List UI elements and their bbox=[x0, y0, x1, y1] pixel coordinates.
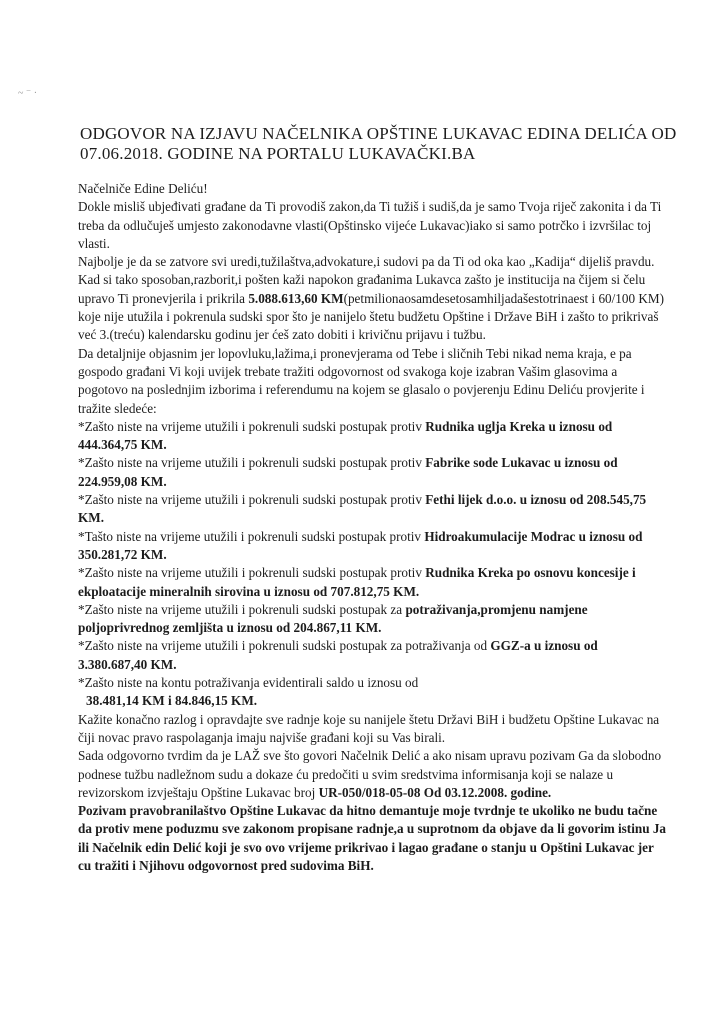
text-run: *Tašto niste na vrijeme utužili i pokrenuli sudski postupak protiv bbox=[78, 528, 425, 544]
text-run: *Zašto niste na vrijeme utužili i pokrenuli sudski postupak protiv bbox=[78, 492, 426, 508]
document-title: ODGOVOR NA IZJAVU NAČELNIKA OPŠTINE LUKAVAC EDINA DELIĆA OD 07.06.2018. GODINE NA PORTALU LUKAVAČKI.BA bbox=[80, 124, 677, 163]
question-item bbox=[78, 601, 668, 638]
bold-amount: Fabrike sode Lukavac u iznosu od 224.959,08 KM. bbox=[78, 455, 618, 489]
scan-artifact: ~ ⁻ · bbox=[18, 88, 38, 99]
question-item bbox=[78, 674, 668, 711]
bold-reference: UR-050/018-05-08 Od 03.12.2008. godine. bbox=[318, 784, 552, 800]
bold-amount: Fethi lijek d.o.o. u iznosu od 208.545,75 KM. bbox=[78, 492, 647, 526]
question-item bbox=[78, 454, 668, 491]
paragraph bbox=[78, 271, 668, 344]
bold-amount: Rudnika uglja Kreka u iznosu od 444.364,75 KM. bbox=[78, 418, 613, 453]
paragraph: Najbolje je da se zatvore svi uredi,tužilaštva,advokature,i sudovi pa da Ti od oka kao „Kadija“ dijeliš pravdu. bbox=[78, 254, 655, 270]
text-run: (petmilionaosamdesetosamhiljadašestotrinaest i 60/100 KM) koje nije utužila i pokrenula sudski spor što je nanijelo štetu budžetu Opštine i Države BiH i zašto to prikrivaš već 3.(treću) kalendarsku godinu jer ćeš zato dobiti i krivičnu prijavu i tužbu. bbox=[78, 290, 665, 343]
question-item bbox=[78, 637, 668, 674]
bold-amount: Rudnika Kreka po osnovu koncesije i ekploatacije mineralnih sirovina u iznosu od 707.812,75 KM. bbox=[78, 565, 636, 599]
text-run: *Zašto niste na vrijeme utužili i pokrenuli sudski postupak za bbox=[78, 601, 406, 617]
bold-amount: 5.088.613,60 KM bbox=[248, 290, 344, 306]
question-item bbox=[78, 418, 668, 455]
text-run: *Zašto niste na vrijeme utužili i pokrenuli sudski postupak za potraživanja od bbox=[78, 638, 491, 654]
bold-amount: Hidroakumulacije Modrac u iznosu od 350.281,72 KM. bbox=[78, 528, 643, 562]
bold-amount: GGZ-a u iznosu od 3.380.687,40 KM. bbox=[78, 638, 598, 672]
paragraph: Kažite konačno razlog i opravdajte sve radnje koje su nanijele štetu Državi BiH i budžetu Opštine Lukavac na čiji novac pravo raspolaganja imaju najviše građani koji su Vas birali. bbox=[78, 711, 660, 745]
paragraph: Da detaljnije objasnim jer lopovluku,lažima,i pronevjerama od Tebe i sličnih Tebi nikad nema kraja, e pa gospodo građani Vi koji uvijek trebate tražiti odgovornost od svakoga koje izabran Vašim glasovima a pogotovo na poslednjim izborima i referendumu na kojem se glasalo o povjerenju Edinu Deliću provjerite i tražite sledeće: bbox=[78, 345, 645, 416]
text-run: Kad si tako sposoban,razborit,i pošten kaži napokon građanima Lukavca zašto je institucija na čijem si čelu upravo Ti pronevjerila i prikrila bbox=[78, 272, 646, 306]
text-run: *Zašto niste na vrijeme utužili i pokrenuli sudski postupak protiv bbox=[78, 565, 426, 581]
text-run: Sada odgovorno tvrdim da je LAŽ sve što govori Načelnik Delić a ako nisam upravu pozivam Ga da slobodno podnese tužbu nadležnom sudu a dokaze ću predočiti u svim sredstvima informisanja koji se nalaze u revizorskom izvještaju Opštine Lukavac broj bbox=[78, 748, 662, 800]
text-run: *Zašto niste na kontu potraživanja evidentirali saldo u iznosu od bbox=[78, 675, 419, 691]
bold-amount: 38.481,14 KM i 84.846,15 KM. bbox=[86, 693, 258, 709]
salutation: Načelniče Edine Deliću! bbox=[78, 181, 208, 196]
question-item bbox=[78, 564, 668, 601]
letter-body bbox=[78, 180, 668, 875]
paragraph: Dokle misliš ubjeđivati građane da Ti provodiš zakon,da Ti tužiš i sudiš,da je samo Tvoja riječ zakonita i da Ti treba da odlučuješ umjesto zakonodavne vlasti(Opštinsko vijeće Lukavac)iako si samo potrčko i izvršilac toj vlasti. bbox=[78, 199, 662, 251]
bold-amount: potraživanja,promjenu namjene poljoprivrednog zemljišta u iznosu od 204.867,11 KM. bbox=[78, 601, 588, 636]
text-run: *Zašto niste na vrijeme utužili i pokrenuli sudski postupak protiv bbox=[78, 455, 426, 471]
closing-paragraph: Pozivam pravobranilaštvo Opštine Lukavac da hitno demantuje moje tvrdnje te ukoliko ne budu tačne da protiv mene poduzmu sve zakonom propisane radnje,a u suprotnom da objave da li govorim istinu Ja ili Načelnik edin Delić koji je svo ovo vrijeme prikrivao i lagao građane o stanju u Opštini Lukavac jer cu tražiti i Njihovu odgovornost pred sudovima BiH. bbox=[78, 803, 667, 873]
paragraph bbox=[78, 747, 668, 802]
question-item bbox=[78, 528, 668, 565]
text-run: *Zašto niste na vrijeme utužili i pokrenuli sudski postupak protiv bbox=[78, 418, 426, 434]
question-item bbox=[78, 491, 668, 528]
